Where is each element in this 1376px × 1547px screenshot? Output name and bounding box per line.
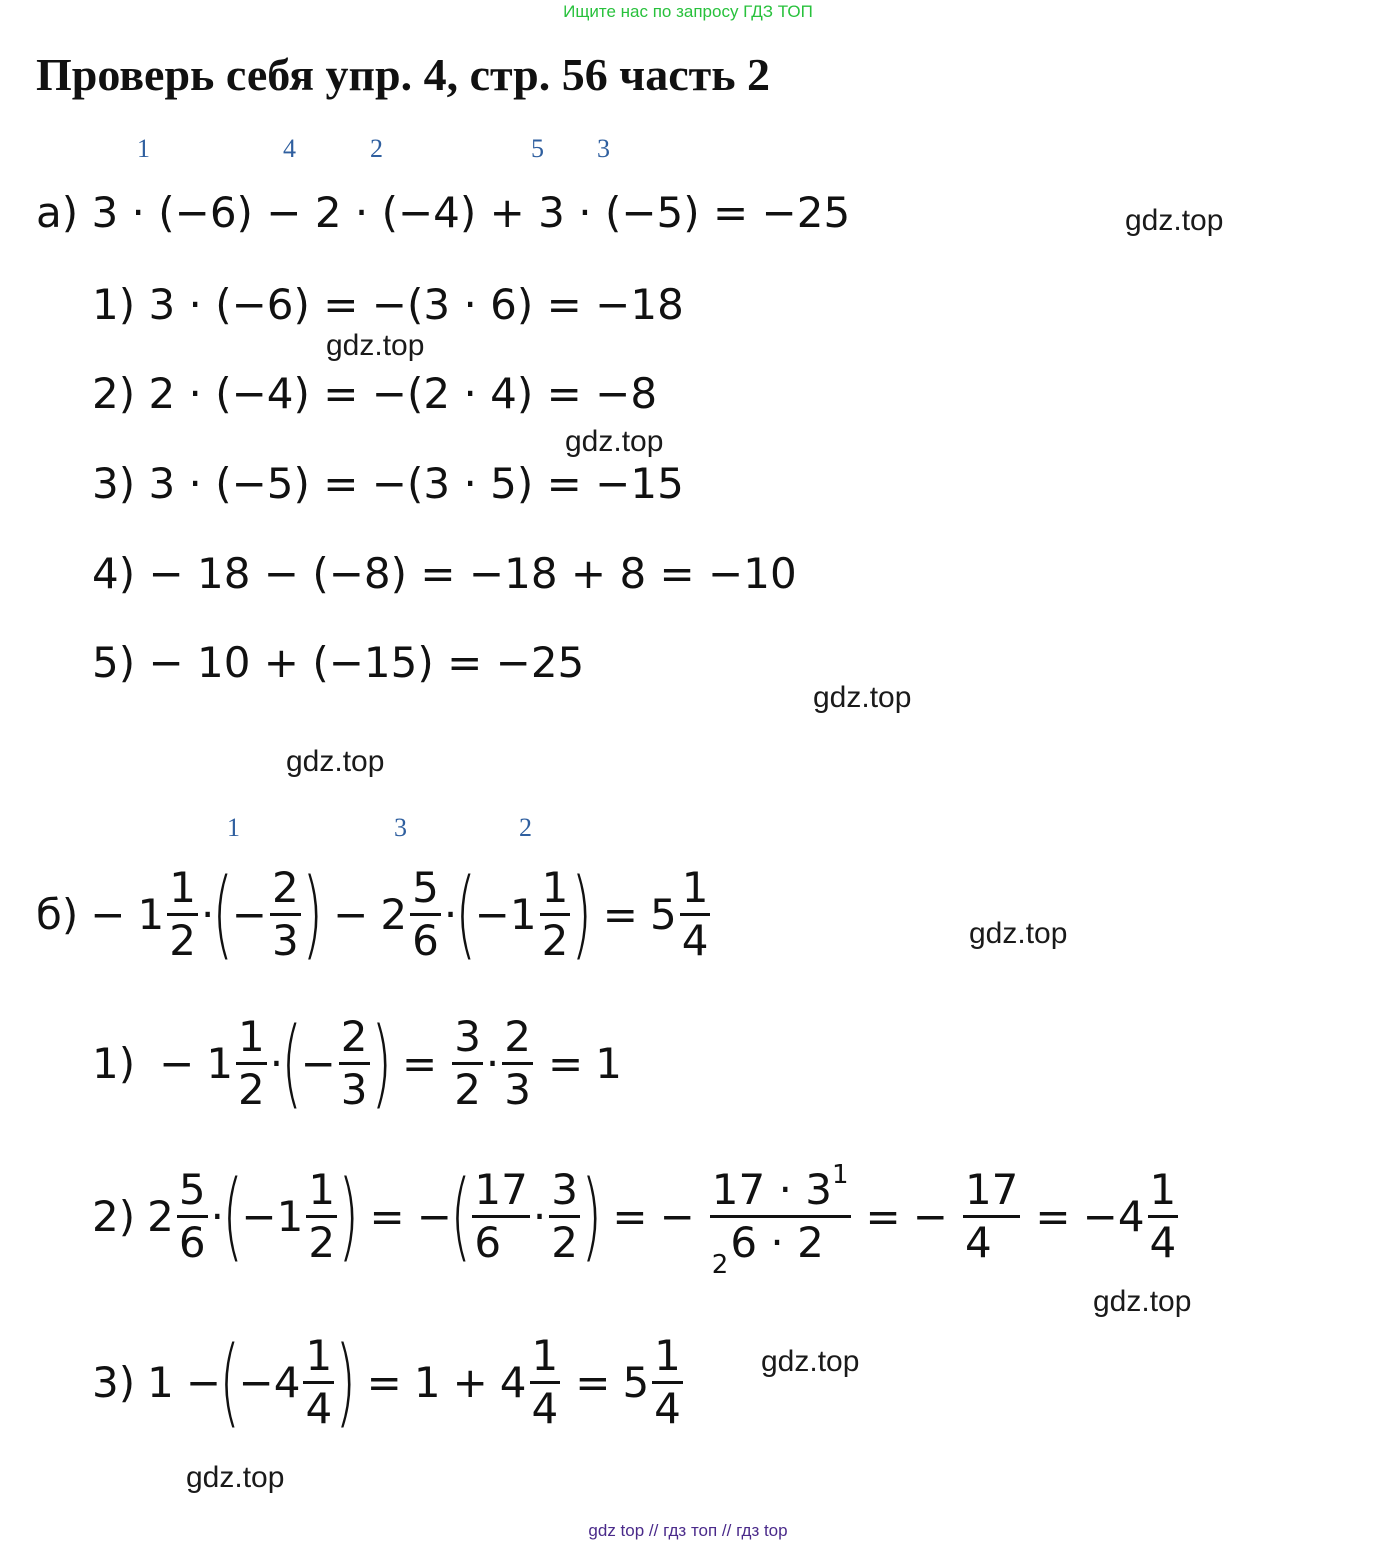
dot-operator: · [443, 889, 458, 939]
part-label: б) [36, 889, 79, 939]
number: 1 [413, 1357, 441, 1407]
order-mark: 2 [519, 813, 532, 842]
part-b-step-3 [92, 1326, 686, 1438]
watermark: gdz.top [186, 1461, 285, 1494]
part-a-step-3: 3) 3 · (−5) = −(3 · 5) = −15 [92, 459, 684, 508]
whole-part: 2 [380, 889, 408, 939]
fraction: $\frac{1}{2}$ [238, 1011, 265, 1114]
minus-sign: − [238, 1357, 274, 1407]
right-paren: ) [581, 1160, 602, 1272]
order-mark: 2 [370, 134, 383, 163]
fraction: $\frac{2}{3}$ [504, 1011, 532, 1114]
part-a-step-1: 1) 3 · (−6) = −(3 · 6) = −18 [92, 280, 684, 329]
fraction: $\frac{17}{6}$ [474, 1164, 528, 1267]
minus-sign: − [241, 1191, 277, 1241]
order-mark: 3 [394, 813, 407, 842]
part-b-main-equation [36, 858, 713, 970]
left-paren: ( [219, 1326, 241, 1438]
left-paren: ( [212, 858, 234, 970]
minus-sign: − [90, 889, 126, 939]
part-a-step-5: 5) − 10 + (−15) = −25 [92, 638, 585, 687]
whole-part: 5 [649, 889, 677, 939]
step-label: 3) [92, 1357, 136, 1407]
fraction: $\frac{1}{2}$ [308, 1164, 336, 1267]
whole-part: 5 [622, 1357, 650, 1407]
part-b-step-2 [92, 1160, 1181, 1280]
fraction: $\frac{2}{3}$ [340, 1011, 368, 1114]
fraction: $\frac{17}{4}$ [964, 1164, 1019, 1267]
equals-sign: = [612, 1191, 648, 1241]
step-label: 2) [92, 1191, 136, 1241]
order-mark: 1 [227, 813, 240, 842]
watermark: gdz.top [565, 425, 664, 458]
minus-sign: − [159, 1038, 195, 1088]
equals-sign: = [575, 1357, 611, 1407]
fraction: $\frac{5}{6}$ [412, 862, 439, 965]
product-denominator: 6 · 2 [730, 1218, 824, 1267]
result: 1 [595, 1038, 622, 1088]
dot-operator: · [200, 889, 215, 939]
order-mark: 5 [531, 134, 544, 163]
equals-sign: = [401, 1038, 438, 1088]
right-paren: ) [302, 858, 323, 970]
part-a-main-equation: а) 3 · (−6) − 2 · (−4) + 3 · (−5) = −25 [36, 188, 851, 237]
whole-part: 1 [206, 1038, 234, 1088]
watermark: gdz.top [326, 329, 425, 362]
equals-sign: = [602, 889, 638, 939]
right-paren: ) [338, 1160, 360, 1272]
minus-sign: − [474, 889, 510, 939]
fraction: $\frac{2}{3}$ [271, 862, 299, 965]
page-title: Проверь себя упр. 4, стр. 56 часть 2 [36, 49, 771, 100]
dot-operator: · [269, 1038, 284, 1088]
dot-operator: · [210, 1191, 224, 1241]
dot-operator: · [485, 1038, 500, 1088]
left-paren: ( [450, 1160, 471, 1272]
search-banner: Ищите нас по запросу ГДЗ ТОП [563, 2, 813, 21]
minus-sign: − [416, 1191, 452, 1241]
watermark: gdz.top [813, 681, 912, 714]
whole-part: 4 [1117, 1191, 1145, 1241]
watermark: gdz.top [286, 745, 385, 778]
left-paren: ( [281, 1007, 303, 1119]
minus-sign: − [185, 1357, 222, 1407]
equals-sign: = [1035, 1191, 1071, 1241]
fraction: $\frac{1}{4}$ [654, 1330, 681, 1433]
fraction: $\frac{1}{4}$ [531, 1330, 559, 1433]
fraction: $\frac{1}{2}$ [541, 862, 569, 965]
whole-part: 4 [499, 1357, 527, 1407]
product-numerator: 17 · 3 [711, 1165, 832, 1214]
fraction: $\frac{5}{6}$ [178, 1164, 206, 1267]
fraction: $\frac{3}{2}$ [551, 1164, 578, 1267]
fraction: $\frac{1}{2}$ [169, 862, 196, 965]
equals-sign: = [366, 1357, 402, 1407]
footer-links: gdz top // гдз топ // гдз top [588, 1521, 788, 1540]
right-paren: ) [335, 1326, 357, 1438]
right-paren: ) [571, 858, 593, 970]
watermark: gdz.top [969, 917, 1068, 950]
order-mark: 1 [137, 134, 150, 163]
right-paren: ) [370, 1007, 392, 1119]
fraction: $\frac{1}{4}$ [681, 862, 709, 965]
number: 1 [147, 1357, 174, 1407]
minus-sign: − [1082, 1191, 1118, 1241]
step-label: 1) [92, 1038, 136, 1088]
fraction: $\frac{1}{4}$ [305, 1330, 333, 1433]
whole-part: 2 [147, 1191, 174, 1241]
watermark: gdz.top [1125, 204, 1224, 237]
minus-sign: − [659, 1191, 695, 1241]
equals-sign: = [548, 1038, 584, 1088]
left-paren: ( [222, 1160, 243, 1272]
minus-sign: − [231, 889, 267, 939]
watermark: gdz.top [1093, 1285, 1192, 1318]
minus-sign: − [333, 889, 369, 939]
whole-part: 1 [509, 889, 537, 939]
cancel-mark: 1 [832, 1160, 849, 1190]
watermark: gdz.top [761, 1345, 860, 1378]
whole-part: 4 [273, 1357, 301, 1407]
fraction: $\frac{3}{2}$ [454, 1011, 481, 1114]
plus-sign: + [452, 1357, 488, 1407]
part-b-step-1 [92, 1007, 622, 1119]
order-mark: 4 [283, 134, 296, 163]
fraction-cancelled [710, 1160, 851, 1280]
part-a-step-2: 2) 2 · (−4) = −(2 · 4) = −8 [92, 369, 658, 418]
whole-part: 1 [137, 889, 165, 939]
minus-sign: − [912, 1191, 948, 1241]
whole-part: 1 [276, 1191, 304, 1241]
order-mark: 3 [597, 134, 610, 163]
minus-sign: − [300, 1038, 336, 1088]
part-a-step-4: 4) − 18 − (−8) = −18 + 8 = −10 [92, 549, 797, 598]
equals-sign: = [369, 1191, 405, 1241]
fraction: $\frac{1}{4}$ [1149, 1164, 1177, 1267]
cancel-mark: 2 [711, 1250, 729, 1280]
left-paren: ( [455, 858, 477, 970]
dot-operator: · [532, 1191, 547, 1241]
equals-sign: = [865, 1191, 901, 1241]
